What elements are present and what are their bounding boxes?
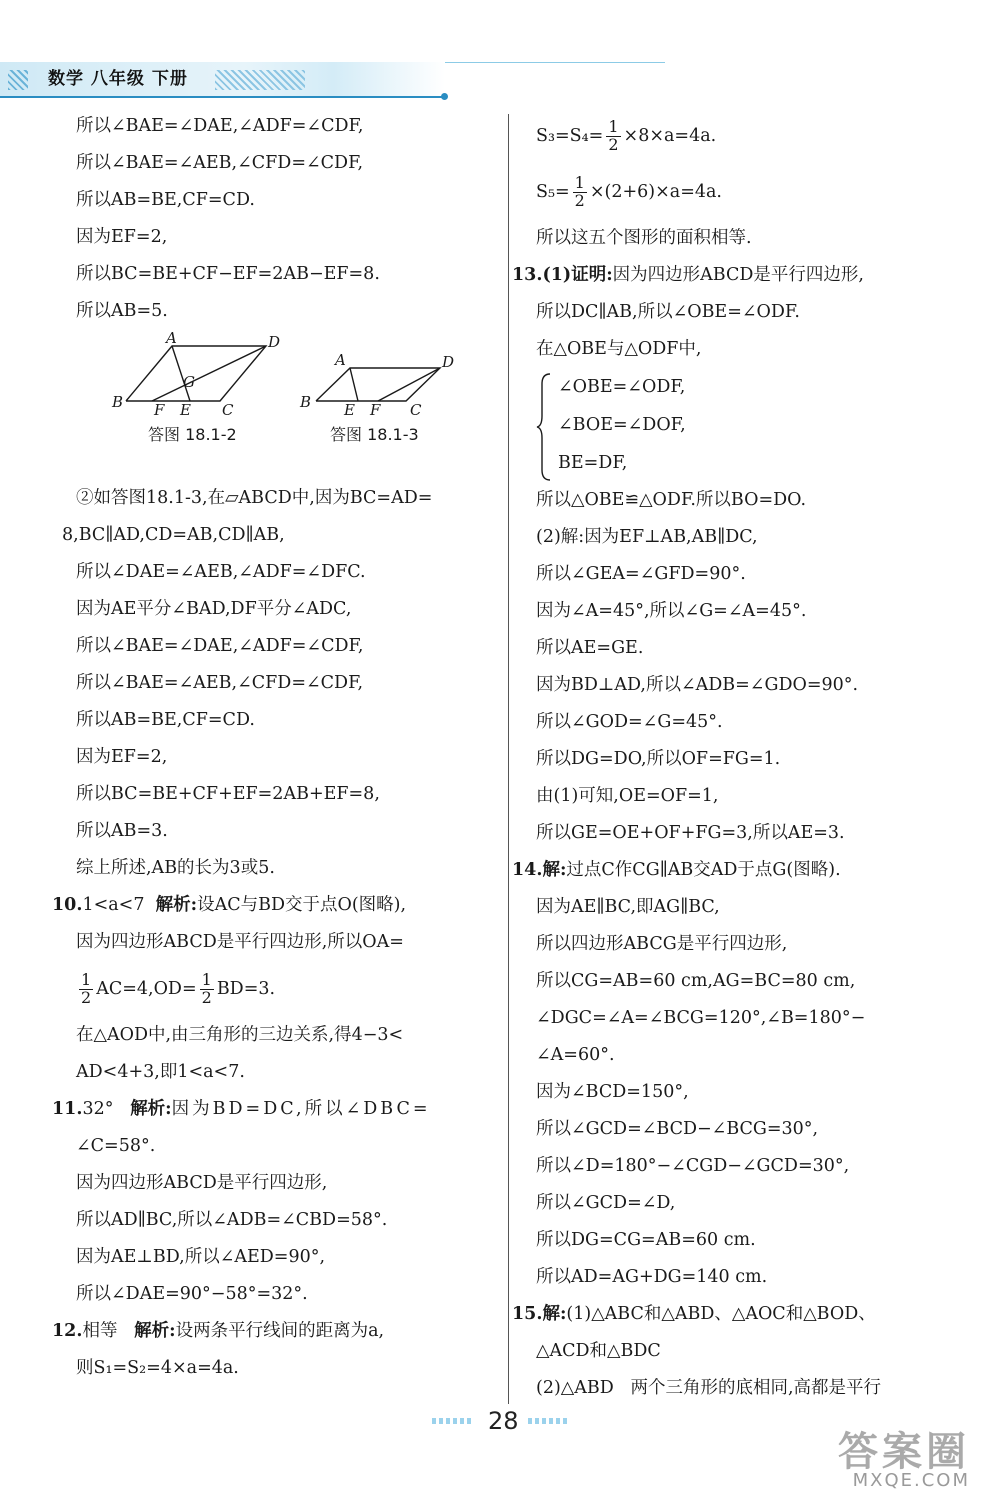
text-line: 设AC与BD交于点O(图略), [197,895,407,915]
text-line: 因为四边形ABCD是平行四边形, [612,265,864,285]
vertex-label: E [180,401,191,419]
fraction-line: S₃=S₄= $\frac{1}{2}$ ×8×a=4a. [536,116,717,154]
header-pattern-icon [8,70,28,90]
fraction: $\frac{1}{2}$ [574,172,585,210]
text-line: 所以DG=DO,所以OF=FG=1. [536,749,781,769]
fraction: $\frac{1}{2}$ [81,969,92,1007]
text-line: ∠OBE=∠ODF, [558,377,686,397]
text-line: 所以AB=5. [76,301,168,321]
text-line: 所以∠GCD=∠D, [536,1193,676,1213]
text-line: 所以四边形ABCG是平行四边形, [536,934,788,954]
fraction-line: S₅= $\frac{1}{2}$ ×(2+6)×a=4a. [536,172,722,210]
vertex-label: E [344,401,355,419]
text-line: 所以AD=AG+DG=140 cm. [536,1267,768,1287]
text-line: BE=DF, [558,453,628,473]
text-line: 所以∠DAE=∠AEB,∠ADF=∠DFC. [76,562,366,582]
text-line: 因为四边形ABCD是平行四边形,所以OA= [76,932,404,952]
text-line: 在△AOD中,由三角形的三边关系,得4−3< [76,1025,404,1045]
vertex-label: A [166,330,177,347]
vertex-label: C [410,401,422,419]
figure-caption: 答图 18.1-3 [330,425,419,444]
right-column [512,108,967,1407]
question-number: 14. [512,860,543,880]
question-number: 15. [512,1304,543,1324]
question-number: 12. [52,1321,83,1341]
question-15 [512,1296,967,1333]
text-line: 所以AB=BE,CF=CD. [76,710,255,730]
text-line: (2)△ABD 两个三角形的底相同,高都是平行 [536,1378,882,1398]
page-number: 28 [488,1407,519,1435]
text-line: 则S₁=S₂=4×a=4a. [76,1358,239,1378]
text-line: ②如答图18.1-3,在▱ABCD中,因为BC=AD= [76,488,433,508]
watermark-url: MXQE.COM [852,1470,970,1491]
fraction-line: $\frac{1}{2}$ AC=4,OD= $\frac{1}{2}$ BD=3. [81,969,276,1007]
analysis-tag: 解析: [130,1099,172,1119]
proof-tag: (1)证明: [542,265,613,285]
fraction: $\frac{1}{2}$ [201,969,212,1007]
vertex-label: F [370,401,381,419]
text-line: 由(1)可知,OE=OF=1, [536,786,719,806]
text-line: ∠DGC=∠A=∠BCG=120°,∠B=180°− [536,1008,866,1028]
text-line: 因为∠BCD=150°, [536,1082,689,1102]
figure-18-1-2-labels [111,330,280,419]
text-line: 综上所述,AB的长为3或5. [76,858,275,878]
text-line: 所以BC=BE+CF+EF=2AB+EF=8, [76,784,380,804]
figure-18-1-3 [316,368,440,401]
text-line: 过点C作CG∥AB交AD于点G(图略). [566,860,841,880]
vertex-label: B [112,393,124,411]
text-line: AD<4+3,即1<a<7. [76,1062,245,1082]
left-brace-icon [536,372,554,482]
book-title: 数学 八年级 下册 [48,69,188,89]
vertex-label: F [154,401,165,419]
column-divider [508,114,509,1404]
text-line: 所以∠GOD=∠G=45°. [536,712,723,732]
text-line: 8,BC∥AD,CD=AB,CD∥AB, [62,525,285,545]
text-line: 所以AB=3. [76,821,168,841]
fraction: $\frac{1}{2}$ [608,116,619,154]
vertex-label: D [442,353,455,371]
page-number-decoration [528,1418,568,1424]
header-rule-bottom [0,96,445,98]
vertex-label: A [335,351,346,369]
left-column [52,108,498,1387]
text-line: 所以AD∥BC,所以∠ADB=∠CBD=58°. [76,1210,388,1230]
text-line: 因为EF=2, [76,227,168,247]
text-line: 因为∠A=45°,所以∠G=∠A=45°. [536,601,807,621]
text-line: 所以∠D=180°−∠CGD−∠GCD=30°, [536,1156,850,1176]
vertex-label: B [300,393,312,411]
vertex-label: C [222,401,234,419]
text-line: 所以△OBE≌△ODF.所以BO=DO. [536,490,807,510]
parallelogram-figures [62,330,492,440]
solution-tag: 解: [542,860,567,880]
analysis-tag: 解析: [134,1321,176,1341]
question-14 [512,852,967,889]
figures-row [62,330,498,480]
text-line: 所以AE=GE. [536,638,644,658]
page-number-decoration [432,1418,472,1424]
text-line: 因为AE⊥BD,所以∠AED=90°, [76,1247,326,1267]
figure-caption: 答图 18.1-2 [148,425,237,444]
vertex-label: G [183,373,195,391]
header-pattern-icon [215,70,305,90]
text-line: 因为EF=2, [76,747,168,767]
answer: 1<a<7 [82,895,145,915]
text-line: 所以∠BAE=∠DAE,∠ADF=∠CDF, [76,116,364,136]
text-line: 所以GE=OE+OF+FG=3,所以AE=3. [536,823,845,843]
figure-18-1-2 [126,346,266,401]
text-line: 设两条平行线间的距离为a, [175,1321,385,1341]
question-11 [52,1091,498,1128]
text-line: (1)△ABC和△ABD、△AOC和△BOD、 [566,1304,876,1324]
question-13 [512,257,967,294]
text-line: 所以∠BAE=∠AEB,∠CFD=∠CDF, [76,153,364,173]
text-line: 所以∠DAE=90°−58°=32°. [76,1284,308,1304]
text-line: (2)解:因为EF⊥AB,AB∥DC, [536,527,758,547]
text-line: 因为四边形ABCD是平行四边形, [76,1173,328,1193]
question-10 [52,887,498,924]
text-line: ∠C=58°. [76,1136,156,1156]
text-line: 因为AE∥BC,即AG∥BC, [536,897,720,917]
text-line: ∠A=60°. [536,1045,615,1065]
text-line: 所以∠BAE=∠AEB,∠CFD=∠CDF, [76,673,364,693]
text-line: △ACD和△BDC [536,1341,661,1361]
text-line: 因为BD⊥AD,所以∠ADB=∠GDO=90°. [536,675,859,695]
text-line: 所以DG=CG=AB=60 cm. [536,1230,756,1250]
text-line: 所以DC∥AB,所以∠OBE=∠ODF. [536,302,800,322]
text-line: 所以∠GCD=∠BCD−∠BCG=30°, [536,1119,819,1139]
watermark-logo: 答案圈 [838,1429,970,1475]
text-line: 所以BC=BE+CF−EF=2AB−EF=8. [76,264,380,284]
text-line: 因为AE平分∠BAD,DF平分∠ADC, [76,599,352,619]
answer: 相等 [82,1321,118,1341]
text-line: 所以∠GEA=∠GFD=90°. [536,564,746,584]
question-number: 10. [52,895,83,915]
text-line: 因为BD=DC,所以∠DBC= [171,1099,431,1119]
solution-tag: 解: [542,1304,567,1324]
question-12 [52,1313,498,1350]
text-line: 所以CG=AB=60 cm,AG=BC=80 cm, [536,971,856,991]
page-header [0,0,1000,100]
solution-tag: (2)解: [536,527,585,547]
vertex-label: D [268,333,281,351]
question-number: 11. [52,1099,83,1119]
analysis-tag: 解析: [155,895,198,915]
answer: 32° [82,1099,114,1119]
equation-system [536,368,967,482]
text-line: 所以这五个图形的面积相等. [536,228,752,248]
question-number: 13. [512,265,543,285]
figure-18-1-3-labels [299,351,454,419]
header-dot-icon [441,93,448,100]
text-line: 在△OBE与△ODF中, [536,339,702,359]
text-line: ∠BOE=∠DOF, [558,415,686,435]
text-line: 所以AB=BE,CF=CD. [76,190,255,210]
text-line: 所以∠BAE=∠DAE,∠ADF=∠CDF, [76,636,364,656]
